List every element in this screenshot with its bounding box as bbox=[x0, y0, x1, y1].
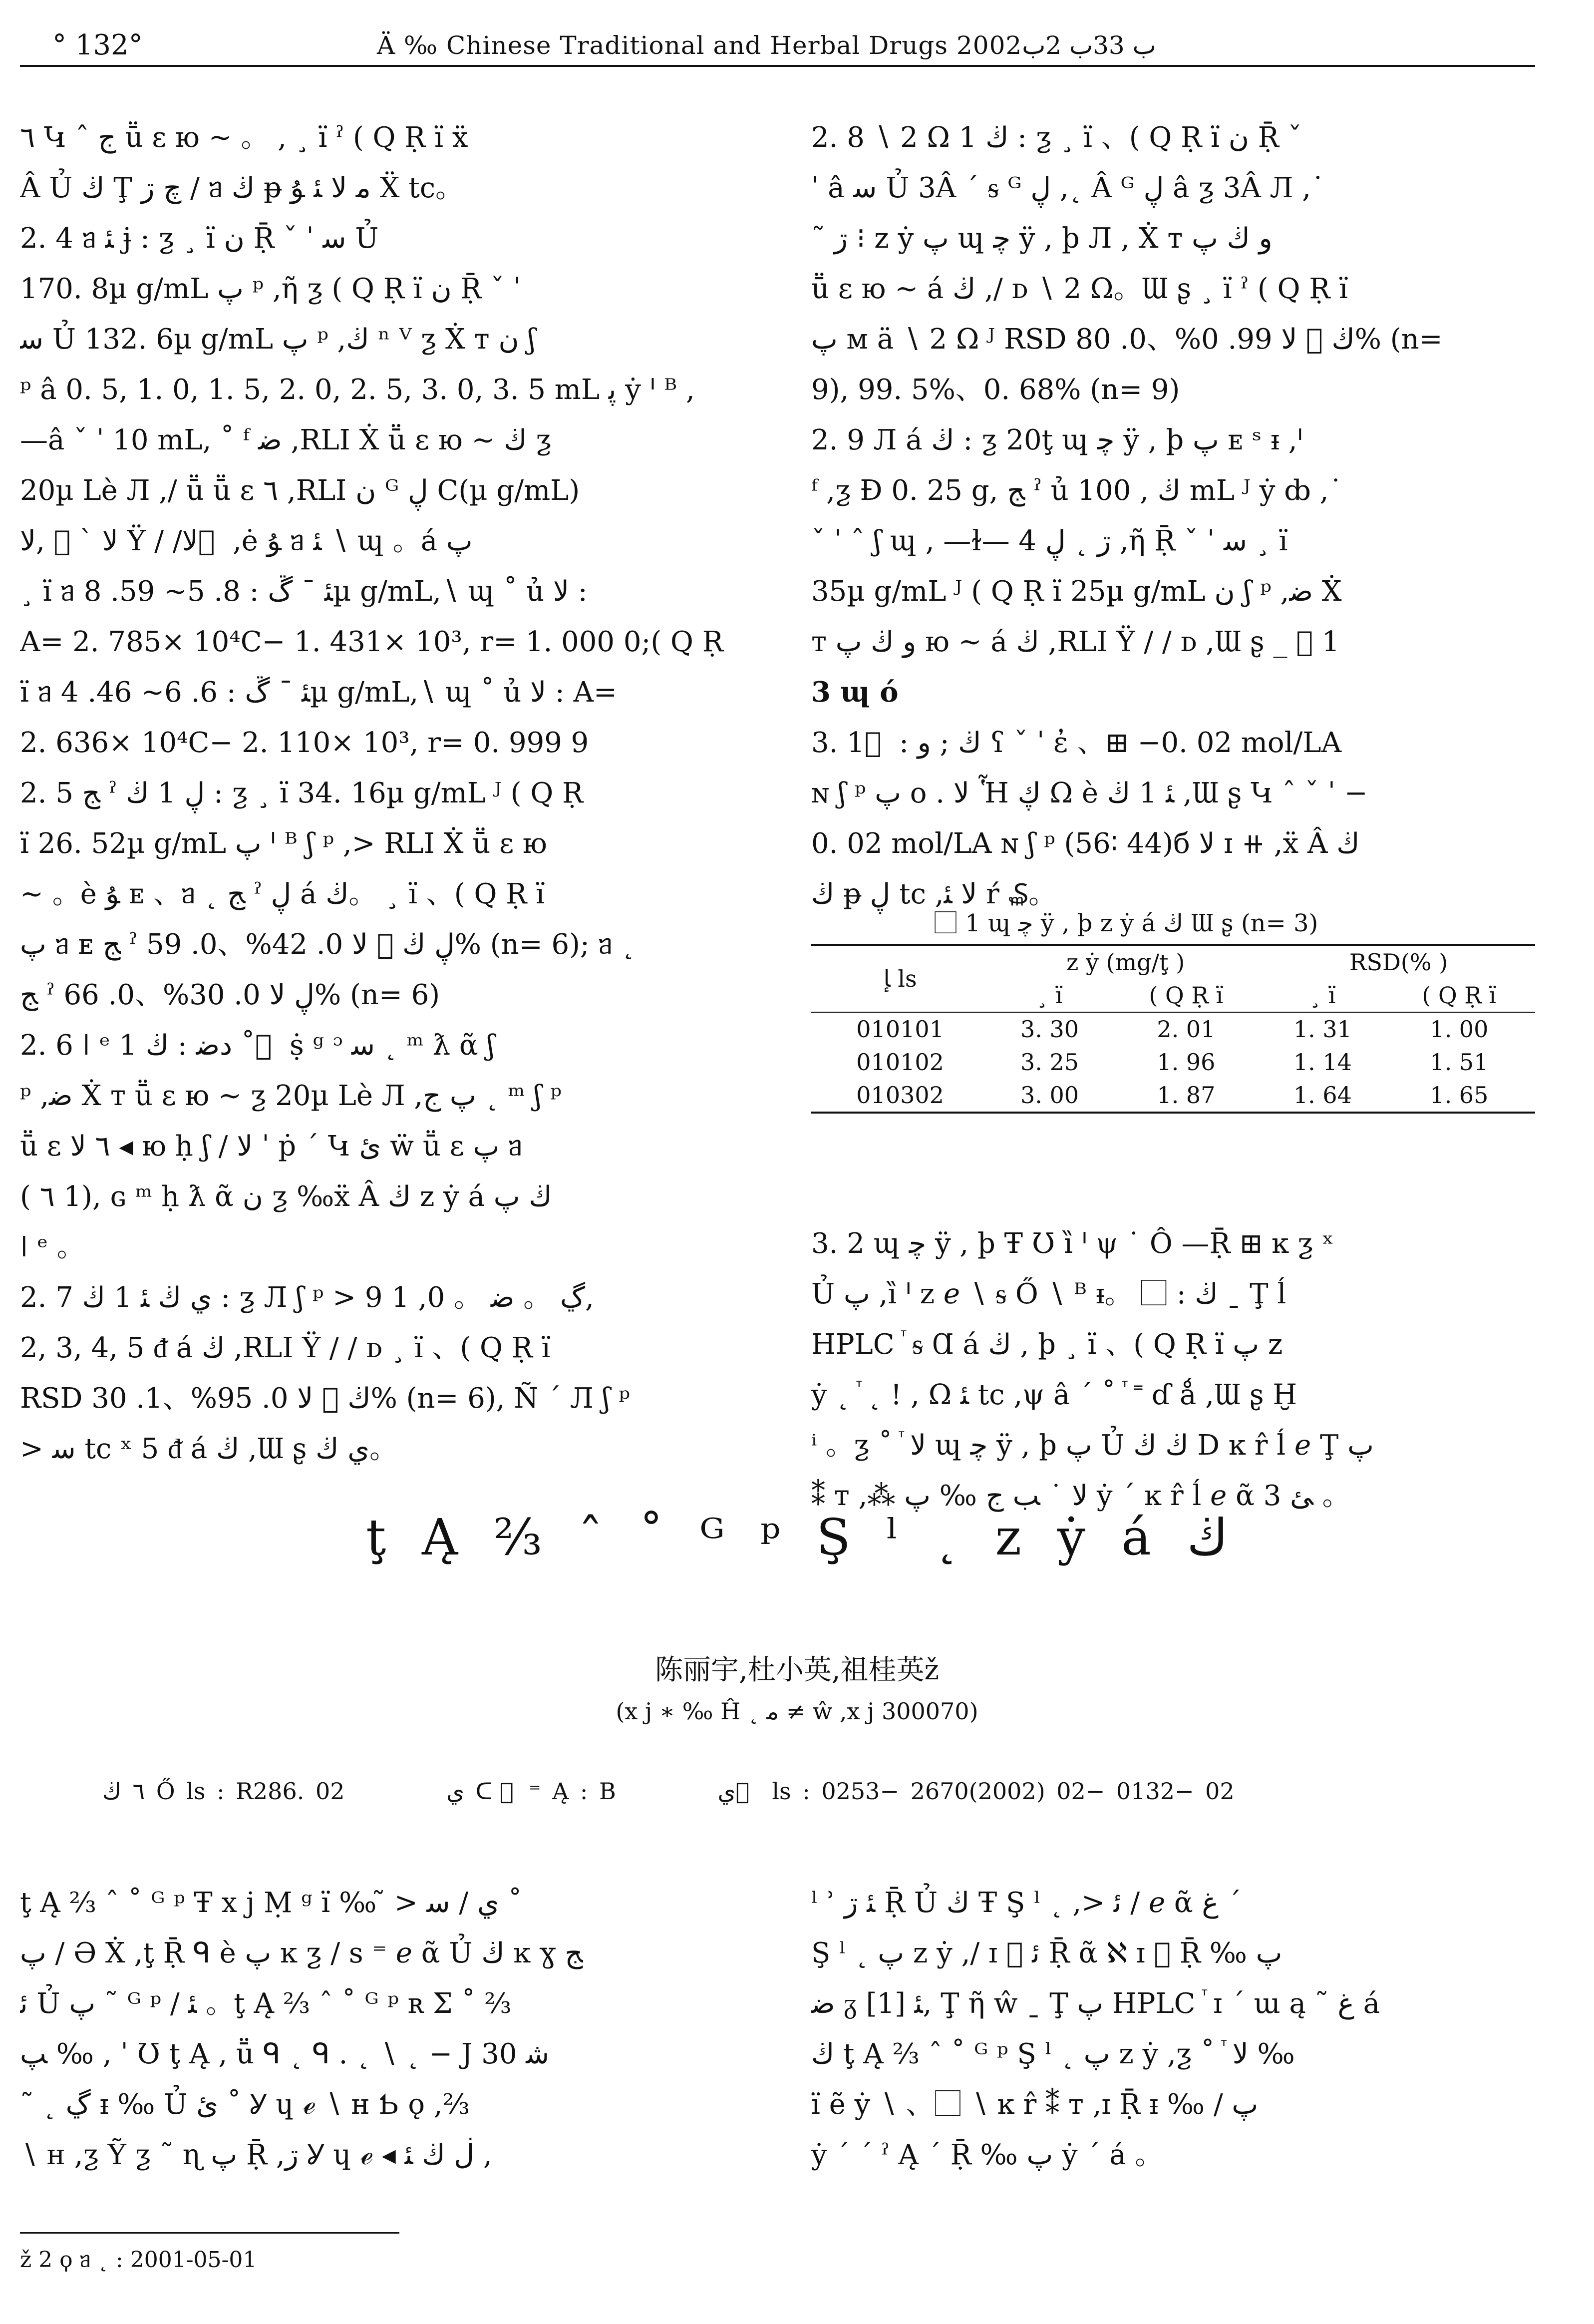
section-3-2 bbox=[811, 1218, 1535, 1521]
table-subheader: ( Q Ṛ ї bbox=[1422, 982, 1497, 1009]
intro-left bbox=[20, 1878, 749, 2180]
table-cell: 1. 00 bbox=[1383, 1012, 1535, 1046]
text-line: ﭖ ∕ Ə Ẋ ,ţ Ṝ ᑫ è ﭖ ĸ ƺ ∕ s ⁼ ℯ ᾶ Ủ ڬ ĸ ɣ ﺞ bbox=[20, 1937, 583, 1969]
text-line: RSD ڬ ⃞ ﻻ 0. 95%、1. 30% (n= 6), Ñ ˊ Л ʃ ᵖ bbox=[20, 1382, 630, 1415]
text-line: ˇ ˈ ˆ ʃ ɰ , —ɫ— 4 ڗ ˛ ڸ ,ῆ Ṝ ˇ ˈ ﺳ ¸ ї bbox=[811, 525, 1288, 557]
page-number: ° 132° bbox=[52, 29, 143, 61]
text-line: 2. 9 Л á ڬ : ƺ 20ţ ɰ ﭼ ÿ , þ ﭖ ᴇ ˢ ᵻ ,ᑊ bbox=[811, 424, 1303, 456]
text-line: ﭖ ᥑ ᴇ ﺞ ˀ ڸ ڬ ⃞ ﻻ 0. 42%、0. 59% (n= 6); ᥑ ˛ bbox=[20, 928, 636, 961]
text-line: 2. 636× 10⁴C− 2. 110× 10³, r= 0. 999 9 bbox=[20, 727, 589, 759]
text-line: ¸ ї ᥑ ﺌ ˉ ڱ : 8. 5~ 59. 8µ g/mL,∖ ɰ ˚ ủ ﻻ : bbox=[20, 575, 588, 608]
footnote: ž 2 ϙ ᥑ ˛ : 2001-05-01 bbox=[20, 2247, 257, 2273]
text-line: ( ٦ 1), ɢ ᵐ ḥ ƛ ᾶ ﻥ ƺ ‰ẍ Â ڬ z ẏ á ڬ ﭖ bbox=[20, 1180, 552, 1213]
text-line: —â ˇ ˈ 10 mL, ˚ ᶠ ﺿ ,RLI Ẋ ṻ ɛ ю ~ ڬ ƺ bbox=[20, 424, 552, 456]
table-row bbox=[811, 1012, 1535, 1046]
table-row bbox=[811, 1046, 1535, 1079]
text-line: ∖ ʜ ,ƺ Ỹ ƺ ˜ ɳ ﭖ Ṝ ,ڗ Ỿ ɥ ℯ ◂ ڶ ڬ ﺌ , bbox=[20, 2139, 492, 2171]
article-title: ţ Ą ⅔ ˆ ˚ ᴳ ᵖ Ş ˡ ˛ z ẏ á ڬ bbox=[366, 1508, 1228, 1566]
table-cell: 1. 87 bbox=[1110, 1079, 1262, 1113]
text-line: ї 26. 52µ g/mL ﭖ ᑊ ᴮ ʃ ᵖ ,> RLI Ẋ ṻ ɛ ю bbox=[20, 827, 547, 860]
text-line: 9), 99. 5%、0. 68% (n= 9) bbox=[811, 374, 1180, 406]
text-line: ᵖ â 0. 5, 1. 0, 1. 5, 2. 0, 2. 5, 3. 0, 3. 5 mL ﭘ ẏ ᑊ ᴮ , bbox=[20, 374, 695, 406]
text-line: ﻻ ` ⃞ ,ﻻ Ÿ ∕ ∕ﻻ ⃞ ,ė ﯘ ᥑ ﺌ ∖ ɰ 。á ﭖ bbox=[20, 525, 473, 557]
table-cell: 3. 00 bbox=[989, 1079, 1110, 1113]
text-line: 3. 2 ɰ ﭼ ÿ , þ Ŧ Ʊ ȉ ᑊ ψ ˙ Ô —Ṝ ⊞ ĸ ƺ ˣ bbox=[811, 1227, 1334, 1260]
text-line: ~ 。è ﯘ ᴇ 、ᥑ ˛ ﺞ ˀ ڸ á ڬ。 ¸ ї 、( Q Ṛ ї bbox=[20, 878, 545, 910]
table-1-caption: ⃞ 1 ɰ ﭼ ÿ , þ z ẏ á ڬ Ɯ ʂ (n= 3) bbox=[934, 909, 1318, 937]
text-line: ⁑ ᴛ ,⁂ ﻻ ˙ ﺐ ج ‰ ﭖ ẏ ˊ ĸ r̂ ĺ ℯ ᾶ 3 ﺊ 。 bbox=[811, 1480, 1350, 1512]
text-line: ᶠ ,ƺ Ð 0. 25 g, ﺞ ˀ ủ ڬ , 100 mL ᴶ ẏ ȸ ,˙ bbox=[811, 474, 1343, 507]
text-line: ﭗ ‰ , ˈ Ʊ ţ Ą , ṻ ᑫ ˛ ᑫ . ˛ ∖ ˛ − J ﺷ 30 bbox=[20, 2038, 550, 2070]
text-line: ﺿ ᵹ ﺌ [1], Ţ ῆ ŵ ˍ Ţ ﭖ HPLC ⷮ ɪ ˊ ɯ ą ˜ ﻍ á bbox=[811, 1987, 1380, 2020]
text-line: ˡ ʾ ﺌ ڗ Ṝ Ủ ڬ Ŧ Ş ˡ ˛ ,> ﺋ ∕ ℯ ᾶ ﻍ ˊ bbox=[811, 1887, 1242, 1919]
text-line: 2. 7 ﻱ ڬ ﺌ 1 ڬ : ƺ Л ʃ ᵖ > 9 ڲ 。 ﺿ 。 0, 1, bbox=[20, 1281, 594, 1314]
table-subheader: ¸ ї bbox=[1036, 982, 1063, 1009]
journal-header: Ä ‰ Chinese Traditional and Herbal Drugs 2002ب 33ب 2ب bbox=[377, 31, 1156, 60]
text-line: 3. 1 ⃞ : ڬ ; ﻭ ʕ ˇ ˈ ἐ 、⊞ −0. 02 mol/LA bbox=[811, 727, 1342, 759]
text-line: A= 2. 785× 10⁴C− 1. 431× 10³, r= 1. 000 0;( Q Ṛ bbox=[20, 626, 723, 658]
table-subheader: ( Q Ṛ ї bbox=[1149, 982, 1224, 1009]
text-line: 2. 6 ǀ ᵉ 1 ﺩﺿ : ڬ ˚ ⃞ ṩ ᵍ ᵓ ﺳ ˛ ᵐ ƛ ᾶ ʃ bbox=[20, 1029, 495, 1062]
intro-right bbox=[811, 1878, 1535, 2180]
text-line: ẏ ˊ ˊ ˀ Ą ˊ Ṝ ‰ ﭖ ẏ ˊ á 。 bbox=[811, 2139, 1163, 2171]
table-cell: 010302 bbox=[811, 1079, 989, 1113]
table-cell: 3. 25 bbox=[1020, 1049, 1079, 1076]
table-cell: 1. 65 bbox=[1383, 1079, 1535, 1113]
text-line: ﭖ ᴍ ä ∖ 2 Ω ᴶ RSD ڬ ⃞ ﻻ 99. 0%、0. 80% (n= bbox=[811, 323, 1443, 356]
text-line: ţ Ą ⅔ ˆ ˚ ᴳ ᵖ Ŧ x j Ṃ ᵍ ї ‰ ̃ > ﻱ ∕ ﺳ ˚ bbox=[20, 1887, 522, 1919]
left-column bbox=[20, 112, 744, 1474]
text-line: ᴛ ﻭ ڬ ﭖ ю ~ á ڬ ,RLI Ÿ ∕ ∕ ᴅ ,Ɯ ʂ _ ⃞ 1 bbox=[811, 626, 1340, 658]
table-cell: 1. 64 bbox=[1262, 1079, 1383, 1113]
section-3-heading: 3 ɰ ó bbox=[811, 676, 899, 709]
text-line: ɴ ʃ ᵖ ﭖ o . ﻻ Ἧ ڮ Ω è ﺌ 1 ڬ ,Ɯ ʂ Կ ˆ ˇ ˈ − bbox=[811, 777, 1368, 809]
footnote-rule bbox=[20, 2232, 399, 2234]
table-cell: 1. 31 bbox=[1262, 1012, 1383, 1046]
table-cell: 1. 96 bbox=[1157, 1049, 1216, 1076]
table-cell: 010101 bbox=[811, 1012, 989, 1046]
table-header-rsd: RSD(% ) bbox=[1262, 945, 1535, 979]
text-line: ڬ ţ Ą ⅔ ˆ ˚ ᴳ ᵖ Ş ˡ ˛ ﭖ z ẏ ,ƺ ˚ ⷮ ﻻ ‰ bbox=[811, 2038, 1295, 2070]
text-line: ﺞ ˀ ڸ ﻻ 0. 30%、0. 66% (n= 6) bbox=[20, 979, 440, 1011]
article-authors: 陈丽宇,杜小英,祖桂英ž bbox=[654, 1654, 940, 1686]
text-line: ṻ ɛ ٦ ﻻ ◂ ю ḥ ʃ ∕ ﻻ ˈ ṗ ˊ Կ ﺉ ẅ ṻ ɛ ﭖ ᥑ bbox=[20, 1130, 523, 1162]
right-column bbox=[811, 112, 1535, 919]
text-line: ⁱ 。ƺ ˚ ⷮ ﻻ ɰ ﭼ ÿ , þ ﭖ Ủ ڬ ڬ D ĸ r̂ ĺ ℯ Ţ ﭖ bbox=[811, 1429, 1374, 1462]
text-line: ᵖ ,ﺿ Ẋ ᴛ ṻ ɛ ю ~ ƺ 20µ Lè Л ,ﭖ ج ˛ ᵐ ʃ ᵖ bbox=[20, 1080, 562, 1112]
text-line: ˈ â ﺳ Ủ 3Â ˊ ᵴ ᴳ ڸ ,˛ Â ᴳ ڸ â ƺ 3Â Л ,˙ bbox=[811, 172, 1325, 204]
article-affiliation: (x j ∗ ‰ Ĥ ˛ ﻣ ≠ ŵ ,x j 300070) bbox=[616, 1698, 978, 1725]
text-line: 35µ g/mL ᴶ ( Q Ṛ ї 25µ g/mL ﻥ ʃ ᵖ ,ﺿ Ẋ bbox=[811, 575, 1342, 608]
text-line: ṻ ɛ ю ~ á ڬ ,∕ ᴅ ∖ 2 Ω。Ɯ ʂ ¸ ї ˀ ( Q Ṛ ї bbox=[811, 273, 1348, 305]
text-line: 170. 8µ g/mL ﭖ ᵖ ,ῆ ƺ ( Q Ṛ ї ﻥ Ṝ ˇ ˈ bbox=[20, 273, 521, 305]
text-line: > ﺳ tc ˣ 5 ᵭ á ڬ ,Ɯ ʂ ﻱ ڬ。 bbox=[20, 1433, 398, 1465]
text-line: ẏ ˛ ⷮ ˛ ! , Ω ﺌ tc ,ψ â ˊ ˚ ⷮ ˭ ɗ ǻ ,Ɯ ʂ Ḫ bbox=[811, 1379, 1297, 1411]
text-line: Â Ủ ڬ Ţ چ ڗ ∕ ᥑ ڬ ᵽ ﻣ ﻻ ﺌ ﯘ Ẍ tc。 bbox=[20, 172, 464, 204]
text-line: ї ẽ ẏ ∖ 、⃞ ∖ ĸ r̂ ⁑ ᴛ ,ɪ Ṝ ᵻ ‰ ∕ ﭖ bbox=[811, 2088, 1259, 2121]
table-subheader: ¸ ї bbox=[1309, 982, 1336, 1009]
table-row bbox=[811, 1079, 1535, 1113]
text-line: 2. 5 ﺞ ˀ ڸ 1 ڬ : ƺ ¸ ї 34. 16µ g/mL ᴶ ( Q Ṛ bbox=[20, 777, 584, 809]
text-line: 20µ Lè Л ,∕ ṻ ṻ ɛ ٦ ,RLI ﻥ ᴳ ڸ C(µ g/mL) bbox=[20, 474, 580, 507]
article-id: ﻱ ⃞ ls : 0253− 2670(2002) 02− 0132− 02 bbox=[717, 1778, 1235, 1805]
table-header-content: z ẏ (mg/ţ ) bbox=[989, 945, 1262, 979]
text-line: Ủ ﭖ ,ȉ ᑊ z ℯ ∖ ᵴ Ő ∖ ᴮ ᵻ。 ⃞ : ڬ ˍ Ţ ĺ bbox=[811, 1278, 1286, 1310]
text-line: 0. 02 mol/LA ɴ ʃ ᵖ (56∶ 44)б ﻻ ɪ ⧺ ,ẍ Â ڬ bbox=[811, 827, 1360, 860]
document-code: ﻱ ᑕ ⃞ ⁼ Ą : B bbox=[446, 1778, 616, 1805]
table-cell: 1. 14 bbox=[1293, 1049, 1352, 1076]
text-line: ї ᥑ ﺌ ˉ ڱ : 6. 6~ 46. 4µ g/mL,∖ ɰ ˚ ủ ﻻ : A= bbox=[20, 676, 617, 709]
text-line: Ş ˡ ˛ ﭖ z ẏ ,∕ ɪ ⃞ ﺋ Ṝ ᾶ ℵ ɪ ⃞ Ṝ ‰ ﭖ bbox=[811, 1937, 1282, 1969]
text-line: HPLC ⷮ ᵴ Ɑ á ڬ , þ ¸ ї 、( Q Ṛ ї ﭖ z bbox=[811, 1328, 1283, 1361]
table-cell: 1. 51 bbox=[1430, 1049, 1489, 1076]
text-line: 2. 8 ∖ 2 Ω 1 ڬ : ƺ ¸ ї 、( Q Ṛ ї ﻥ Ṝ ˇ bbox=[811, 121, 1302, 154]
table-cell: 010102 bbox=[856, 1049, 944, 1076]
text-line: ﺳ Ủ 132. 6µ g/mL ﭖ ᵖ ,ڬ ⁿ ⱽ ƺ Ẋ ᴛ ﻥ ʃ bbox=[20, 323, 536, 356]
text-line: ﺋ Ủ ﭖ ˜ ᴳ ᵖ ∕ ﺌ 。ţ Ą ⅔ ˆ ˚ ᴳ ᵖ ʀ Σ ˚ ⅔ bbox=[20, 1987, 512, 2020]
clc-number: ٦ ڬ Ő ls : R286. 02 bbox=[102, 1778, 345, 1805]
text-line: 2, 3, 4, 5 ᵭ á ڬ ,RLI Ÿ ∕ ∕ ᴅ ¸ ї 、( Q Ṛ ї bbox=[20, 1332, 551, 1364]
table-1 bbox=[811, 944, 1535, 1114]
text-line: 2. 4 ᥑ ﺌ ɉ : ƺ ¸ ї ﻥ Ṝ ˇ ˈ ﺳ Ủ bbox=[20, 222, 379, 255]
text-line: ˜ ڗ ⁝ z ẏ ﭖ ɰ ﭼ ÿ , þ Л , Ẋ ᴛ ﻭ ڬ ﭖ bbox=[811, 222, 1273, 255]
text-line: ˜ ˛ ڲ ᵻ ‰ Ủ ﺉ ˚ Ỿ ɥ ℯ ∖ ʜ Ƅ ǫ ,⅔ bbox=[20, 2088, 470, 2121]
table-cell: 2. 01 bbox=[1110, 1012, 1262, 1046]
header-rule bbox=[20, 65, 1535, 67]
text-line: ǀ ᵉ 。 bbox=[20, 1231, 85, 1263]
table-header-batch: ﺈ ls bbox=[811, 945, 989, 1012]
table-cell: 3. 30 bbox=[989, 1012, 1110, 1046]
text-line: ٦ Կ ˆ ج ṻ ɛ ю ~ 。 , ¸ ї ˀ ( Q Ṛ ї ẍ bbox=[20, 121, 468, 154]
article-meta bbox=[102, 1778, 1235, 1805]
text-line: ڬ ᵽ ڸ tc ,ﻻ ﺌ ŕ ₷。 bbox=[811, 878, 1057, 910]
